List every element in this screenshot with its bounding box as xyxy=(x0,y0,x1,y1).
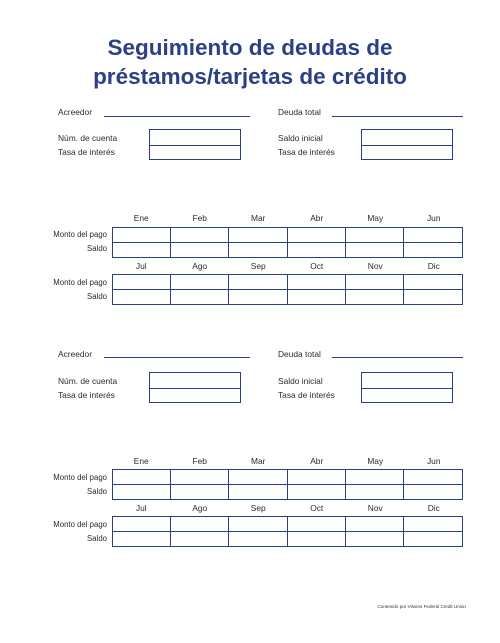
balance-cell[interactable] xyxy=(113,243,171,258)
month-label: May xyxy=(367,456,384,466)
balance-cell[interactable] xyxy=(346,485,404,500)
payment-grid xyxy=(112,274,463,305)
payment-cell[interactable] xyxy=(113,517,171,532)
balance-info-box[interactable] xyxy=(361,129,453,160)
month-label: Sep xyxy=(250,261,266,271)
balance-cell[interactable] xyxy=(288,243,346,258)
balance-cell[interactable] xyxy=(229,485,287,500)
month-label: Oct xyxy=(310,261,324,271)
month-label: Nov xyxy=(367,261,383,271)
balance-cell[interactable] xyxy=(404,485,462,500)
month-label: Ago xyxy=(192,503,208,513)
month-label: Nov xyxy=(367,503,383,513)
month-label: Mar xyxy=(251,213,266,223)
payment-cell[interactable] xyxy=(404,470,462,485)
balance-cell[interactable] xyxy=(346,243,404,258)
interest-rate-label: Tasa de interés xyxy=(58,390,115,400)
month-label: Feb xyxy=(192,213,207,223)
payment-cell[interactable] xyxy=(171,275,229,290)
month-label: Abr xyxy=(310,213,324,223)
balance-cell[interactable] xyxy=(346,532,404,547)
month-label: Jun xyxy=(426,213,441,223)
creditor-label: Acreedor xyxy=(58,349,92,359)
month-header-row xyxy=(112,213,463,223)
initial-balance-label: Saldo inicial xyxy=(278,376,323,386)
payment-amount-label: Monto del pago xyxy=(53,230,107,239)
payment-amount-label: Monto del pago xyxy=(53,278,107,287)
creditor-field[interactable] xyxy=(104,116,250,117)
creditor-label: Acreedor xyxy=(58,107,92,117)
payment-cell[interactable] xyxy=(171,228,229,243)
month-label: Dic xyxy=(427,503,440,513)
balance-cell[interactable] xyxy=(346,290,404,305)
payment-cell[interactable] xyxy=(346,228,404,243)
payment-cell[interactable] xyxy=(346,517,404,532)
payment-cell[interactable] xyxy=(171,470,229,485)
payment-amount-label: Monto del pago xyxy=(53,473,107,482)
balance-cell[interactable] xyxy=(113,532,171,547)
payment-grid xyxy=(112,469,463,500)
balance-label: Saldo xyxy=(87,244,107,253)
balance-cell[interactable] xyxy=(171,532,229,547)
payment-cell[interactable] xyxy=(288,470,346,485)
balance-cell[interactable] xyxy=(113,290,171,305)
payment-cell[interactable] xyxy=(229,228,287,243)
balance-cell[interactable] xyxy=(229,532,287,547)
month-label: Ene xyxy=(133,213,149,223)
payment-cell[interactable] xyxy=(404,228,462,243)
initial-balance-label: Saldo inicial xyxy=(278,133,323,143)
interest-rate-label-right: Tasa de interés xyxy=(278,147,335,157)
payment-cell[interactable] xyxy=(288,228,346,243)
month-header-row xyxy=(112,503,463,513)
payment-cell[interactable] xyxy=(404,517,462,532)
month-label: May xyxy=(367,213,384,223)
balance-label: Saldo xyxy=(87,534,107,543)
month-label: Abr xyxy=(310,456,324,466)
payment-grid xyxy=(112,227,463,258)
payment-cell[interactable] xyxy=(113,228,171,243)
payment-cell[interactable] xyxy=(346,275,404,290)
title-line-1: Seguimiento de deudas de xyxy=(107,35,393,60)
month-label: Jun xyxy=(426,456,441,466)
balance-cell[interactable] xyxy=(171,290,229,305)
payment-amount-label: Monto del pago xyxy=(53,520,107,529)
balance-cell[interactable] xyxy=(288,532,346,547)
total-debt-field[interactable] xyxy=(332,116,463,117)
month-label: Oct xyxy=(310,503,324,513)
payment-cell[interactable] xyxy=(288,517,346,532)
balance-cell[interactable] xyxy=(288,290,346,305)
payment-cell[interactable] xyxy=(229,470,287,485)
payment-cell[interactable] xyxy=(346,470,404,485)
balance-cell[interactable] xyxy=(113,485,171,500)
month-label: Jul xyxy=(135,261,147,271)
month-header-row xyxy=(112,261,463,271)
payment-cell[interactable] xyxy=(113,275,171,290)
account-number-label: Núm. de cuenta xyxy=(58,376,118,386)
month-header-row xyxy=(112,456,463,466)
payment-cell[interactable] xyxy=(229,517,287,532)
payment-cell[interactable] xyxy=(404,275,462,290)
month-label: Dic xyxy=(427,261,440,271)
month-label: Jul xyxy=(135,503,147,513)
balance-cell[interactable] xyxy=(229,243,287,258)
balance-cell[interactable] xyxy=(171,485,229,500)
balance-cell[interactable] xyxy=(404,532,462,547)
interest-rate-label: Tasa de interés xyxy=(58,147,115,157)
total-debt-label: Deuda total xyxy=(278,349,321,359)
balance-label: Saldo xyxy=(87,487,107,496)
balance-cell[interactable] xyxy=(229,290,287,305)
balance-cell[interactable] xyxy=(404,243,462,258)
payment-cell[interactable] xyxy=(171,517,229,532)
payment-cell[interactable] xyxy=(229,275,287,290)
month-label: Feb xyxy=(192,456,207,466)
payment-cell[interactable] xyxy=(113,470,171,485)
balance-cell[interactable] xyxy=(171,243,229,258)
creditor-field[interactable] xyxy=(104,357,250,358)
title-line-2: préstamos/tarjetas de crédito xyxy=(93,64,407,89)
balance-info-box[interactable] xyxy=(361,372,453,403)
account-number-label: Núm. de cuenta xyxy=(58,133,118,143)
month-label: Ene xyxy=(133,456,149,466)
balance-cell[interactable] xyxy=(404,290,462,305)
month-label: Mar xyxy=(251,456,266,466)
month-label: Ago xyxy=(192,261,208,271)
payment-cell[interactable] xyxy=(288,275,346,290)
month-label: Sep xyxy=(250,503,266,513)
balance-label: Saldo xyxy=(87,292,107,301)
interest-rate-label-right: Tasa de interés xyxy=(278,390,335,400)
balance-cell[interactable] xyxy=(288,485,346,500)
account-info-box[interactable] xyxy=(149,372,241,403)
footer-credit: Contenido por Visions Federal Credit Union xyxy=(377,604,466,609)
total-debt-field[interactable] xyxy=(332,357,463,358)
total-debt-label: Deuda total xyxy=(278,107,321,117)
account-info-box[interactable] xyxy=(149,129,241,160)
payment-grid xyxy=(112,516,463,547)
page-title xyxy=(0,33,500,91)
